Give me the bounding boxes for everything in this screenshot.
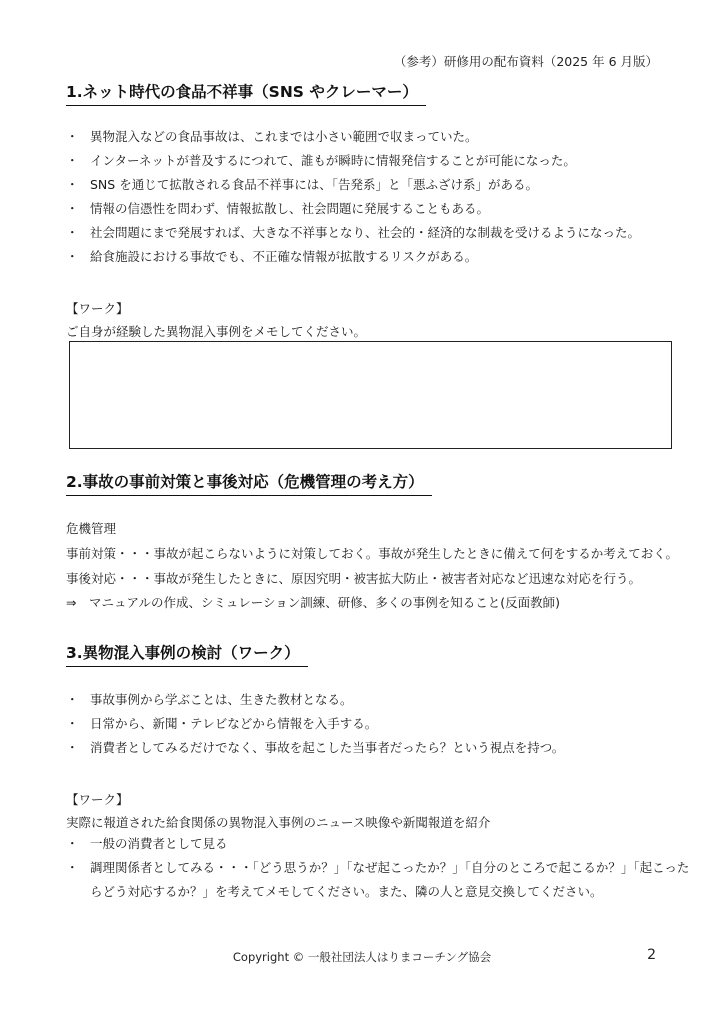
list-item-continuation <box>66 880 689 904</box>
work-prompt: ご自身が経験した異物混入事例をメモしてください。 <box>66 324 367 339</box>
conclusion-line: ⇒ マニュアルの作成、シミュレーション訓練、研修、多くの事例を知ること(反面教師) <box>66 595 560 610</box>
bullet-marker: ・ <box>66 225 79 240</box>
bullet-marker: ・ <box>66 740 79 755</box>
bullet-text: 情報の信憑性を問わず、情報拡散し、社会問題に発展することもある。 <box>90 201 490 216</box>
work-bullet-list <box>66 832 689 904</box>
crisis-management-heading: 危機管理 <box>66 521 117 536</box>
bullet-marker: ・ <box>66 860 79 875</box>
bullet-marker: ・ <box>66 201 79 216</box>
footer-copyright: Copyright © 一般社団法人はりまコーチング協会 <box>232 950 492 964</box>
bullet-text: 消費者としてみるだけでなく、事故を起こした当事者だったら？という視点を持つ。 <box>90 740 565 755</box>
bullet-marker: ・ <box>66 836 79 851</box>
list-item <box>66 173 640 197</box>
section-1-bullet-list <box>66 125 640 269</box>
list-item <box>66 832 689 856</box>
bullet-marker: ・ <box>66 716 79 731</box>
list-item <box>66 245 640 269</box>
section-3-bullet-list <box>66 688 564 760</box>
memo-box[interactable] <box>69 341 672 449</box>
bullet-text: 異物混入などの食品事故は、これまでは小さい範囲で収まっていた。 <box>90 129 478 144</box>
section-3-title: 3.異物混入事例の検討（ワーク） <box>66 641 308 667</box>
bullet-marker: ・ <box>66 129 79 144</box>
bullet-text: 調理関係者としてみる・・・「どう思うか？」「なぜ起こったか？」「自分のところで起こるか？」「起こった <box>90 860 690 875</box>
section-1-title: 1.ネット時代の食品不祥事（SNS やクレーマー） <box>66 80 426 106</box>
bullet-text: SNS を通じて拡散される食品不祥事には、「告発系」と「悪ふざけ系」がある。 <box>90 177 538 192</box>
bullet-text: らどう対応するか？」を考えてメモしてください。また、隣の人と意見交換してください。 <box>90 884 603 899</box>
post-response-line: 事後対応・・・事故が発生したときに、原因究明・被害拡大防止・被害者対応など迅速な対応を行う。 <box>66 571 642 586</box>
bullet-text: 給食施設における事故でも、不正確な情報が拡散するリスクがある。 <box>90 249 478 264</box>
bullet-text: 社会問題にまで発展すれば、大きな不祥事となり、社会的・経済的な制裁を受けるようになった。 <box>90 225 641 240</box>
list-item <box>66 712 564 736</box>
list-item <box>66 688 564 712</box>
bullet-text: 事故事例から学ぶことは、生きた教材となる。 <box>90 692 353 707</box>
section-2-title: 2.事故の事前対策と事後対応（危機管理の考え方） <box>66 470 432 496</box>
bullet-text: 日常から、新聞・テレビなどから情報を入手する。 <box>90 716 378 731</box>
list-item <box>66 149 640 173</box>
work-label: 【ワーク】 <box>66 301 129 316</box>
list-item <box>66 221 640 245</box>
bullet-marker: ・ <box>66 249 79 264</box>
bullet-text: 一般の消費者として見る <box>90 836 228 851</box>
header-note: （参考）研修用の配布資料（2025 年 6 月版） <box>393 54 658 69</box>
bullet-marker: ・ <box>66 153 79 168</box>
work-label: 【ワーク】 <box>66 792 129 807</box>
list-item <box>66 856 689 880</box>
list-item <box>66 125 640 149</box>
list-item <box>66 736 564 760</box>
bullet-text: インターネットが普及するにつれて、誰もが瞬時に情報発信することが可能になった。 <box>90 153 576 168</box>
work-intro: 実際に報道された給食関係の異物混入事例のニュース映像や新聞報道を紹介 <box>66 815 491 830</box>
bullet-marker: ・ <box>66 692 79 707</box>
bullet-marker: ・ <box>66 177 79 192</box>
page-number: 2 <box>647 947 656 963</box>
list-item <box>66 197 640 221</box>
pre-measures-line: 事前対策・・・事故が起こらないように対策しておく。事故が発生したときに備えて何をするか考えておく。 <box>66 546 679 561</box>
